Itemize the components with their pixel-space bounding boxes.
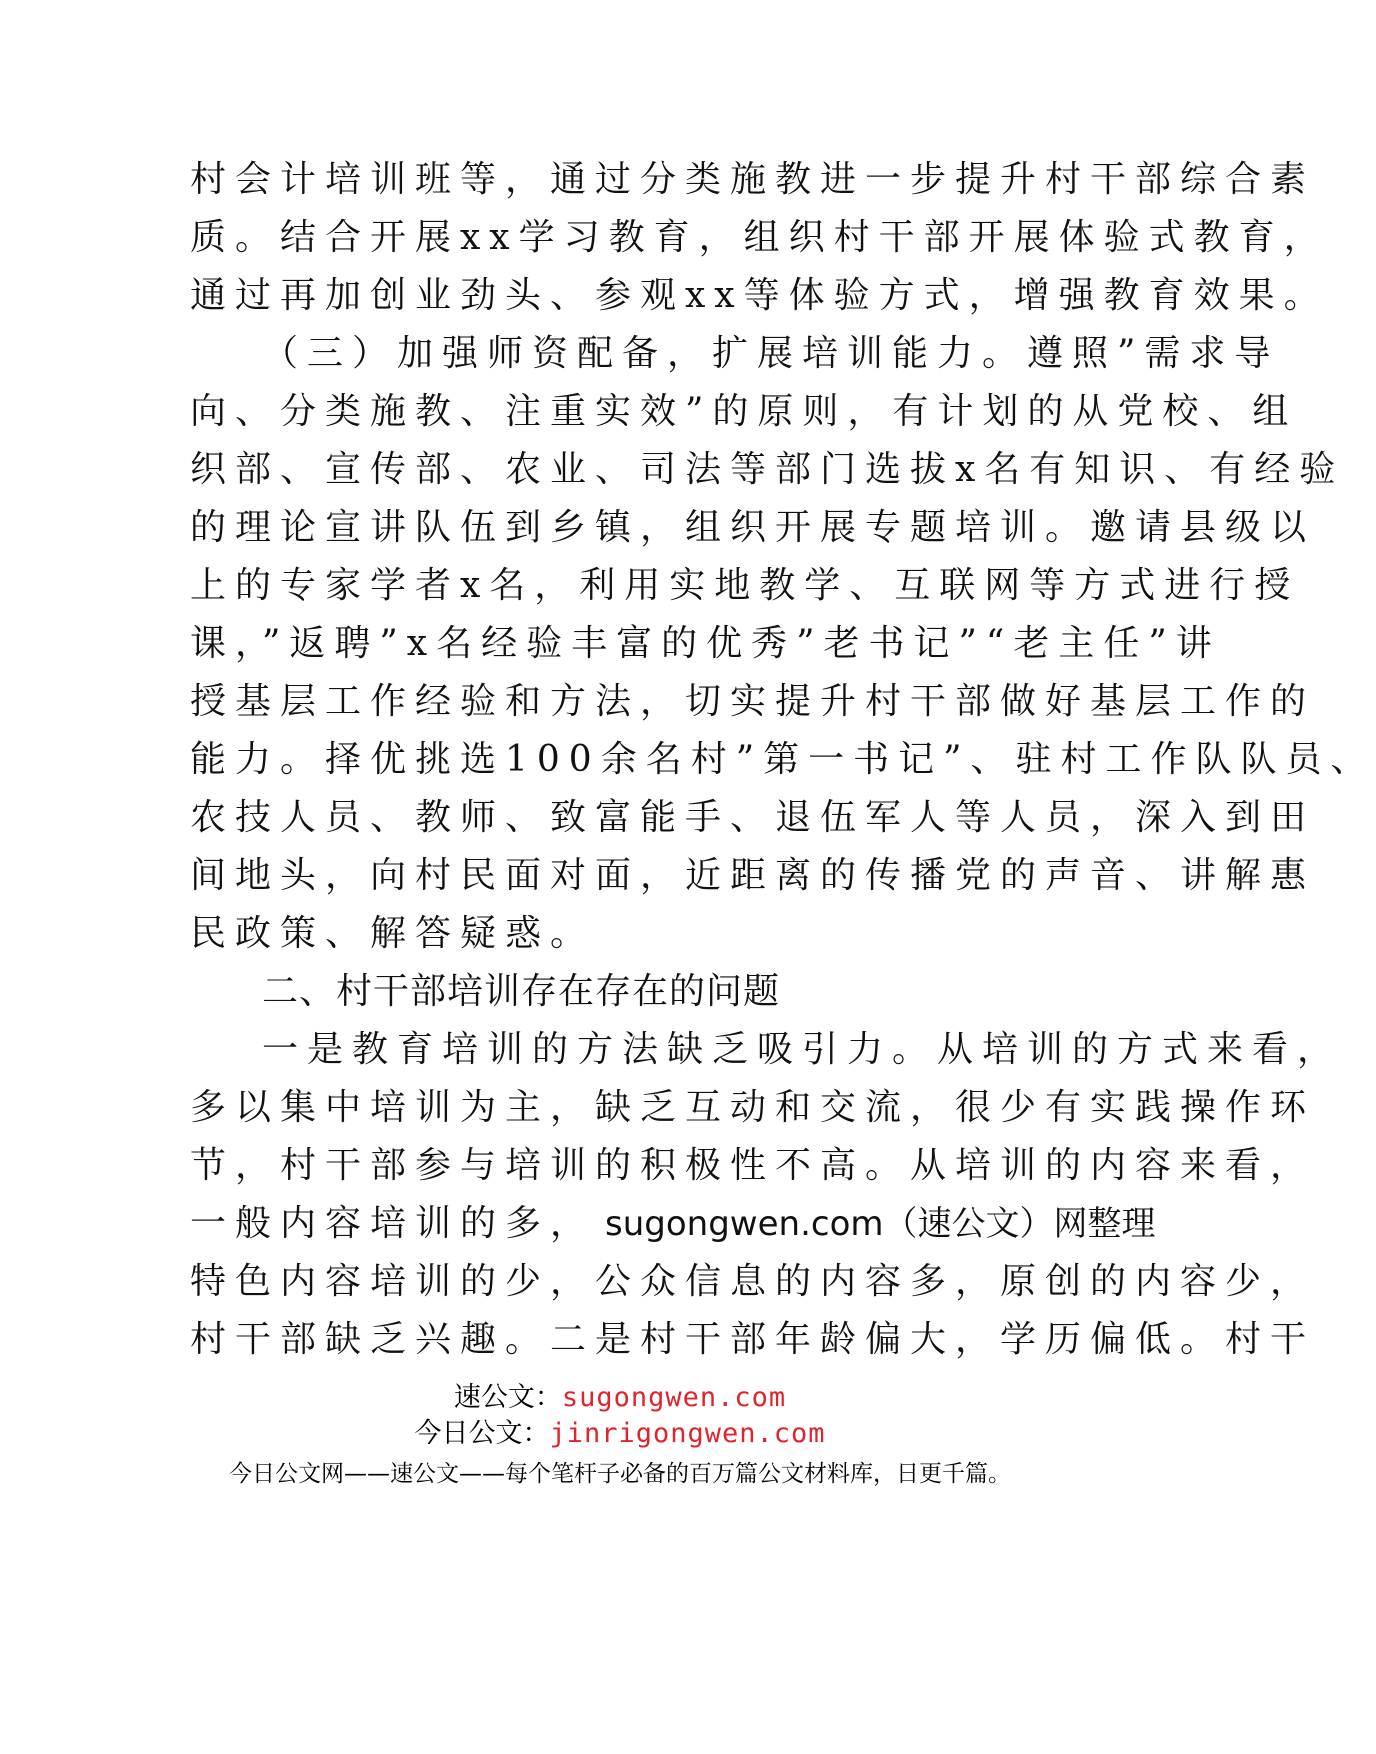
body-line: 向、分类施教、注重实效”的原则，有计划的从党校、组 [190, 391, 1298, 432]
footer-line-1 [0, 1382, 1240, 1414]
body-line: 节，村干部参与培训的积极性不高。从培训的内容来看， [190, 1145, 1316, 1186]
footer-slogan: 今日公文网——速公文——每个笔杆子必备的百万篇公文材料库，日更千篇。 [229, 1461, 1011, 1487]
body-line: 的理论宣讲队伍到乡镇，组织开展专题培训。邀请县级以 [190, 507, 1316, 548]
body-line: 上的专家学者x名，利用实地教学、互联网等方式进行授 [190, 565, 1300, 606]
footer-label: 速公文： [453, 1382, 562, 1413]
body-line: 课，”返聘”x名经验丰富的优秀”老书记”“老主任”讲 [190, 623, 1221, 664]
body-line: 村干部缺乏兴趣。二是村干部年龄偏大，学历偏低。村干 [190, 1319, 1316, 1360]
footer-link-jinrigongwen[interactable]: jinrigongwen.com [549, 1418, 826, 1449]
body-line-with-watermark [190, 1204, 1156, 1251]
body-line: 特色内容培训的少，公众信息的内容多，原创的内容少， [190, 1261, 1316, 1302]
body-line: 质。结合开展xx学习教育，组织村干部开展体验式教育， [190, 217, 1329, 258]
footer-link-sugongwen[interactable]: sugongwen.com [561, 1382, 787, 1413]
section-heading: 二、村干部培训存在存在的问题 [262, 971, 781, 1012]
body-line: 能力。择优挑选100余名村”第一书记”、驻村工作队队员、 [190, 739, 1376, 780]
body-line: 授基层工作经验和方法，切实提升村干部做好基层工作的 [190, 681, 1316, 722]
body-line: 村会计培训班等，通过分类施教进一步提升村干部综合素 [190, 159, 1316, 200]
watermark-text: sugongwen.com（速公文）网整理 [605, 1204, 1156, 1244]
body-line: 民政策、解答疑惑。 [190, 913, 596, 954]
body-line: 间地头，向村民面对面，近距离的传播党的声音、讲解惠 [190, 855, 1316, 896]
footer-line-2 [0, 1418, 1240, 1450]
body-line: 一是教育培训的方法缺乏吸引力。从培训的方式来看， [262, 1029, 1343, 1070]
body-line: （三）加强师资配备，扩展培训能力。遵照”需求导 [262, 333, 1280, 374]
footer-label: 今日公文： [414, 1418, 550, 1449]
body-line: 织部、宣传部、农业、司法等部门选拔x名有知识、有经验 [190, 449, 1345, 490]
body-text: 一般内容培训的多， [190, 1203, 596, 1244]
body-line: 通过再加创业劲头、参观xx等体验方式，增强教育效果。 [190, 275, 1329, 316]
body-line: 多以集中培训为主，缺乏互动和交流，很少有实践操作环 [190, 1087, 1316, 1128]
body-line: 农技人员、教师、致富能手、退伍军人等人员，深入到田 [190, 797, 1316, 838]
